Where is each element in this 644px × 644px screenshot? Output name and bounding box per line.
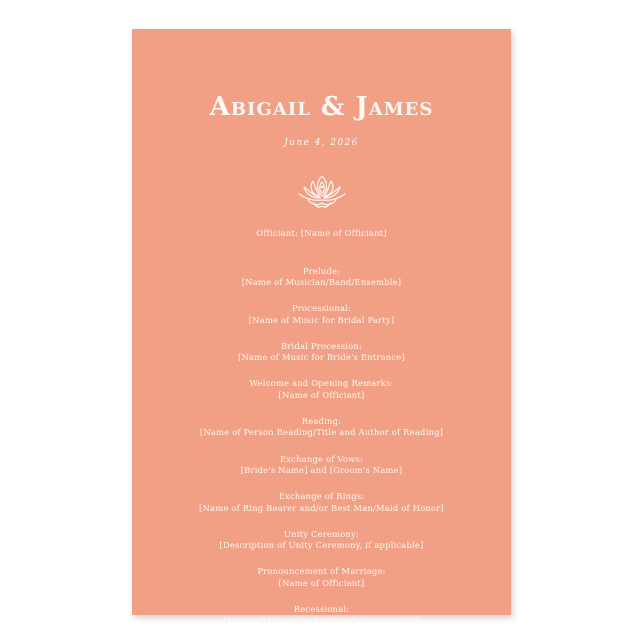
program-item-bridal-procession [132, 341, 511, 379]
program-item-value: [Name of Officiant] [278, 577, 365, 588]
program-item-label: Recessional: [293, 603, 350, 614]
program-item-value: [Name of Musician/Band/Ensemble] [241, 277, 402, 288]
program-item-label: Prelude: [302, 265, 341, 276]
program-item-welcome [132, 378, 511, 416]
couple-names-title: Abigail & James [209, 92, 434, 122]
program-item-prelude [132, 266, 511, 304]
wedding-program-card [132, 29, 511, 626]
program-item-value: [Description of Unity Ceremony, if applicable] [219, 540, 424, 551]
program-item-value: [Name of Music for Bride's Entrance] [238, 352, 405, 363]
program-item-value: [Name of Music for Bridal Party] [248, 314, 395, 325]
ceremony-program-list [132, 228, 511, 642]
program-item-value: [Name of Person Reading/Title and Author of Reading] [199, 427, 444, 438]
program-item-label: Exchange of Vows: [279, 453, 364, 464]
lotus-flower-icon [294, 170, 350, 210]
program-item-unity-ceremony [132, 529, 511, 567]
program-item-officiant [132, 228, 511, 266]
program-item-recessional [132, 604, 511, 642]
program-item-label: Processional: [291, 303, 352, 314]
program-item-value: [Name of Ring Bearer and/or Best Man/Maid of Honor] [199, 502, 444, 513]
program-item-pronouncement [132, 566, 511, 604]
program-item-reading [132, 416, 511, 454]
wedding-date: June 4, 2026 [284, 138, 359, 148]
program-item-processional [132, 303, 511, 341]
program-item-rings [132, 491, 511, 529]
program-item-label: Reading: [301, 415, 342, 426]
program-item-label: Welcome and Opening Remarks: [249, 378, 394, 389]
program-item-label: Bridal Procession: [281, 340, 362, 351]
program-item-value: [Name of Officiant] [278, 389, 365, 400]
program-item-label: Exchange of Rings: [278, 491, 365, 502]
program-item-label: Unity Ceremony: [283, 528, 360, 539]
program-item-label: Pronouncement of Marriage: [257, 566, 386, 577]
program-item-value: [Name of Music for Bride and Groom's Exit] [223, 615, 420, 626]
program-item-vows [132, 454, 511, 492]
program-item-value: [Bride's Name] and [Groom's Name] [240, 465, 403, 476]
program-item-label: Officiant: [Name of Officiant] [256, 228, 387, 238]
